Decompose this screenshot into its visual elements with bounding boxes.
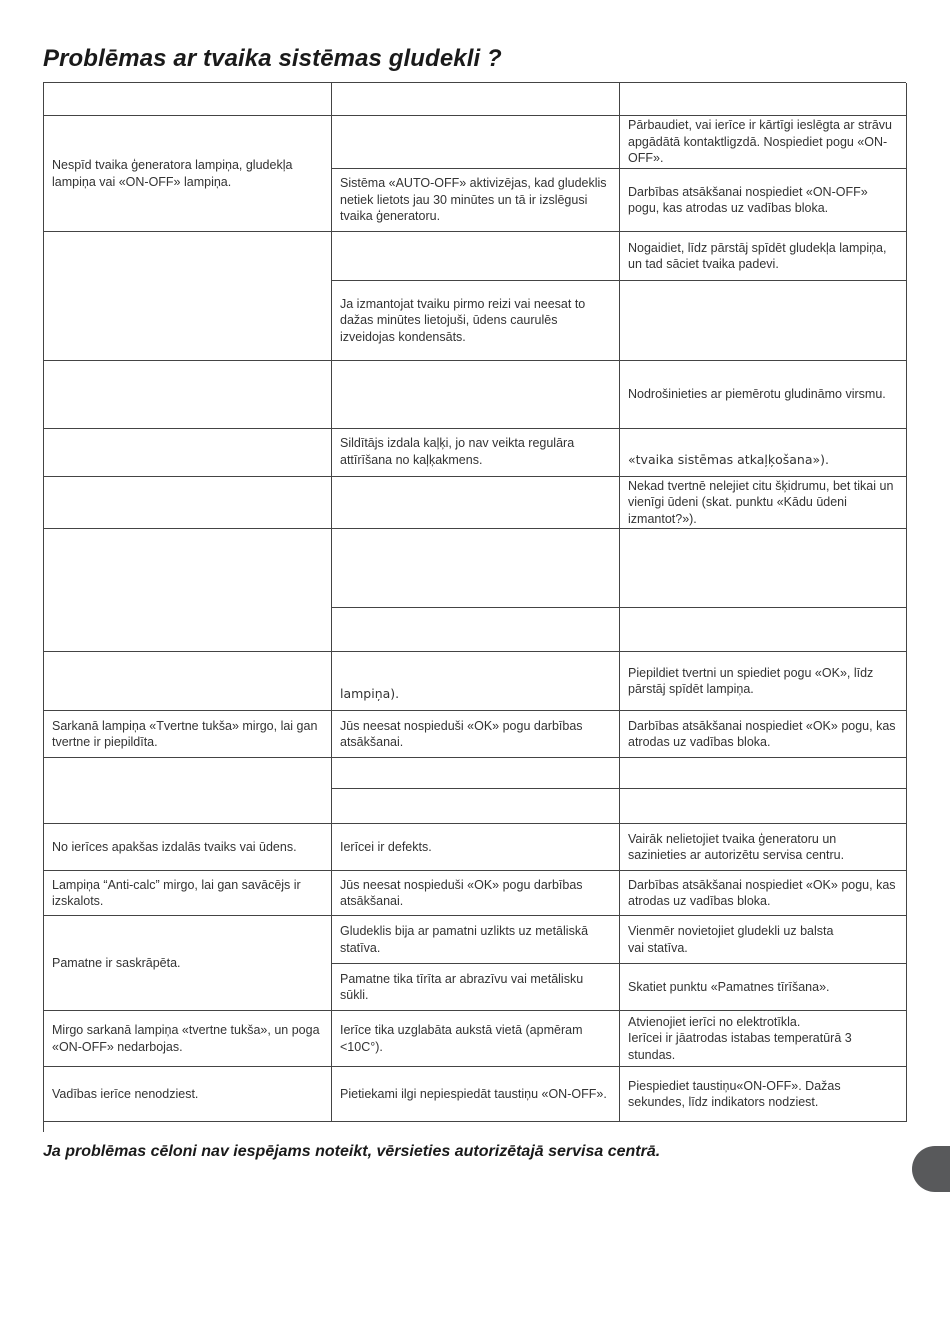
solution-cell: Pārbaudiet, vai ierīce ir kārtīgi ieslēgta ar strāvu apgādātā kontaktligzdā. Nospiediet pogu «ON-OFF». — [620, 116, 907, 169]
cause-cell: Jūs neesat nospieduši «OK» pogu darbības atsākšanai. — [332, 871, 620, 916]
problem-cell: Sarkanā lampiņa «Tvertne tukša» mirgo, lai gan tvertne ir piepildīta. — [44, 711, 332, 758]
cause-cell: Ierīcei ir defekts. — [332, 824, 620, 871]
solution-cell: Darbības atsākšanai nospiediet «ON-OFF» pogu, kas atrodas uz vadības bloka. — [620, 169, 907, 232]
solution-cell: Nekad tvertnē nelejiet citu šķidrumu, bet tikai un vienīgi ūdeni (skat. punktu «Kādu ūdeni izmantot?»). — [620, 477, 907, 529]
problem-cell: Mirgo sarkanā lampiņa «tvertne tukša», un poga «ON-OFF» nedarbojas. — [44, 1011, 332, 1067]
solution-cell — [620, 608, 907, 652]
header-cell-solution — [620, 83, 907, 116]
solution-cell: Darbības atsākšanai nospiediet «OK» pogu, kas atrodas uz vadības bloka. — [620, 871, 907, 916]
cause-cell: Jūs neesat nospieduši «OK» pogu darbības atsākšanai. — [332, 711, 620, 758]
solution-cell — [620, 529, 907, 608]
solution-cell: Darbības atsākšanai nospiediet «OK» pogu, kas atrodas uz vadības bloka. — [620, 711, 907, 758]
problem-cell: Nespīd tvaika ģeneratora lampiņa, gludekļa lampiņa vai «ON-OFF» lampiņa. — [44, 116, 332, 232]
solution-cell: Nogaidiet, līdz pārstāj spīdēt gludekļa lampiņa, un tad sāciet tvaika padevi. — [620, 232, 907, 281]
problem-cell — [44, 477, 332, 529]
problem-cell: No ierīces apakšas izdalās tvaiks vai ūdens. — [44, 824, 332, 871]
solution-cell: Vairāk nelietojiet tvaika ģeneratoru un sazinieties ar autorizētu servisa centru. — [620, 824, 907, 871]
cause-cell — [332, 477, 620, 529]
problem-cell — [44, 429, 332, 477]
solution-cell — [620, 758, 907, 789]
cause-cell: Sildītājs izdala kaļķi, jo nav veikta regulāra attīrīšana no kaļķakmens. — [332, 429, 620, 477]
solution-cell: «tvaika sistēmas atkaļķošana»). — [620, 429, 907, 477]
solution-cell: Atvienojiet ierīci no elektrotīkla. Ierīcei ir jāatrodas istabas temperatūrā 3 stundas. — [620, 1011, 907, 1067]
solution-cell: Piepildiet tvertni un spiediet pogu «OK», līdz pārstāj spīdēt lampiņa. — [620, 652, 907, 711]
cause-cell — [332, 116, 620, 169]
footer-note: Ja problēmas cēloni nav iespējams noteikt, vērsieties autorizētajā servisa centrā. — [43, 1143, 661, 1160]
cause-cell: Ja izmantojat tvaiku pirmo reizi vai neesat to dažas minūtes lietojuši, ūdens caurulēs izveidojas kondensāts. — [332, 281, 620, 361]
cause-cell: Pietiekami ilgi nepiespiedāt taustiņu «ON-OFF». — [332, 1067, 620, 1122]
cause-cell — [332, 529, 620, 608]
header-cell-cause — [332, 83, 620, 116]
cause-cell: Ierīce tika uzglabāta aukstā vietā (apmēram <10C°). — [332, 1011, 620, 1067]
cause-cell — [332, 758, 620, 789]
cause-cell: Gludeklis bija ar pamatni uzlikts uz metāliskā statīva. — [332, 916, 620, 964]
problem-cell — [44, 529, 332, 652]
problem-cell — [44, 232, 332, 361]
problem-cell — [44, 758, 332, 824]
cause-cell: Sistēma «AUTO-OFF» aktivizējas, kad gludeklis netiek lietots jau 30 minūtes un tā ir izslēgusi tvaika ģeneratoru. — [332, 169, 620, 232]
problem-cell — [44, 652, 332, 711]
cause-cell — [332, 232, 620, 281]
solution-cell: Piespiediet taustiņu«ON-OFF». Dažas sekundes, līdz indikators nodziest. — [620, 1067, 907, 1122]
cause-cell — [332, 608, 620, 652]
header-cell-problem — [44, 83, 332, 116]
solution-cell — [620, 789, 907, 824]
problem-cell: Pamatne ir saskrāpēta. — [44, 916, 332, 1011]
cause-cell — [332, 361, 620, 429]
page-title: Problēmas ar tvaika sistēmas gludekli ? — [43, 45, 502, 72]
solution-cell: Skatiet punktu «Pamatnes tīrīšana». — [620, 964, 907, 1011]
solution-cell: Nodrošinieties ar piemērotu gludināmo virsmu. — [620, 361, 907, 429]
problem-cell: Vadības ierīce nenodziest. — [44, 1067, 332, 1122]
page-tab-marker — [912, 1146, 950, 1192]
cause-cell: Pamatne tika tīrīta ar abrazīvu vai metālisku sūkli. — [332, 964, 620, 1011]
troubleshooting-table — [43, 82, 906, 1132]
solution-cell — [620, 281, 907, 361]
cause-cell: lampiņa). — [332, 652, 620, 711]
solution-cell: Vienmēr novietojiet gludekli uz balsta vai statīva. — [620, 916, 907, 964]
problem-cell: Lampiņa “Anti-calc” mirgo, lai gan savācējs ir izskalots. — [44, 871, 332, 916]
problem-cell — [44, 361, 332, 429]
cause-cell — [332, 789, 620, 824]
